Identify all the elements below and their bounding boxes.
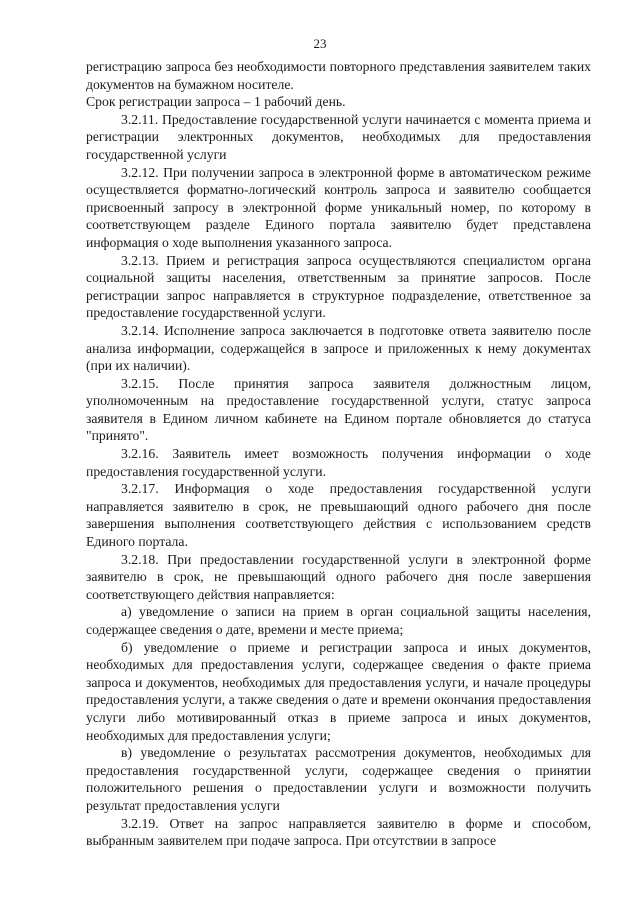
paragraph-3-2-19: 3.2.19. Ответ на запрос направляется заявителю в форме и способом, выбранным заявителем при подаче запроса. При отсутствии в запросе [86, 815, 591, 849]
list-item-v: в) уведомление о результатах рассмотрения документов, необходимых для предоставления государственной услуги, содержащее сведения о принятии положительного решения о предоставлении услуги и возможности получить результат предоставления услуги [86, 745, 591, 813]
paragraph-continuation: регистрацию запроса без необходимости повторного представления заявителем таких документов на бумажном носителе. [86, 59, 591, 92]
paragraph-3-2-13: 3.2.13. Прием и регистрация запроса осуществляются специалистом органа социальной защиты населения, ответственным за принятие запросов. После регистрации запрос направляется в структурное подразделение, ответственное за предоставление государственной услуги. [86, 252, 591, 321]
paragraph-3-2-12: 3.2.12. При получении запроса в электронной форме в автоматическом режиме осуществляется форматно-логический контроль запроса и заявителю сообщается присвоенный запросу в электронной форме уникальный номер, по которому в соответствующем разделе Единого портала заявителю будет представлена информация о ходе выполнения указанного запроса. [86, 164, 591, 250]
paragraph-3-2-11: 3.2.11. Предоставление государственной услуги начинается с момента приема и регистрации электронных документов, необходимых для предоставления государственной услуги [86, 111, 591, 162]
document-body [86, 58, 591, 850]
paragraph-3-2-15: 3.2.15. После принятия запроса заявителя должностным лицом, уполномоченным на предоставление государственной услуги, статус запроса заявителя в Едином личном кабинете на Едином портале обновляется до статуса "принято". [86, 375, 591, 444]
paragraph-registration-term: Срок регистрации запроса – 1 рабочий день. [86, 94, 346, 110]
paragraph-3-2-16: 3.2.16. Заявитель имеет возможность получения информации о ходе предоставления государственной услуги. [86, 446, 591, 479]
list-item-a: а) уведомление о записи на прием в орган социальной защиты населения, содержащее сведения о дате, времени и месте приема; [86, 604, 591, 637]
paragraph-3-2-17: 3.2.17. Информация о ходе предоставления государственной услуги направляется заявителю в срок, не превышающий одного рабочего дня после завершения выполнения соответствующего действия с использованием средств Единого портала. [86, 481, 591, 550]
paragraph-3-2-18: 3.2.18. При предоставлении государственной услуги в электронной форме заявителю в срок, не превышающий одного рабочего дня после завершения соответствующего действия направляется: [86, 551, 591, 602]
page-number: 23 [313, 36, 327, 51]
list-item-b: б) уведомление о приеме и регистрации запроса и иных документов, необходимых для предоставления услуги, содержащее сведения о факте приема запроса и документов, необходимых для предоставления услуги, и начале процедуры предоставления услуги, а также сведения о дате и времени окончания предоставления услуги либо мотивированный отказ в приеме запроса и иных документов, необходимых для предоставления услуги; [86, 639, 591, 743]
paragraph-3-2-14: 3.2.14. Исполнение запроса заключается в подготовке ответа заявителю после анализа информации, содержащейся в запросе и приложенных к нему документах (при их наличии). [86, 322, 591, 374]
